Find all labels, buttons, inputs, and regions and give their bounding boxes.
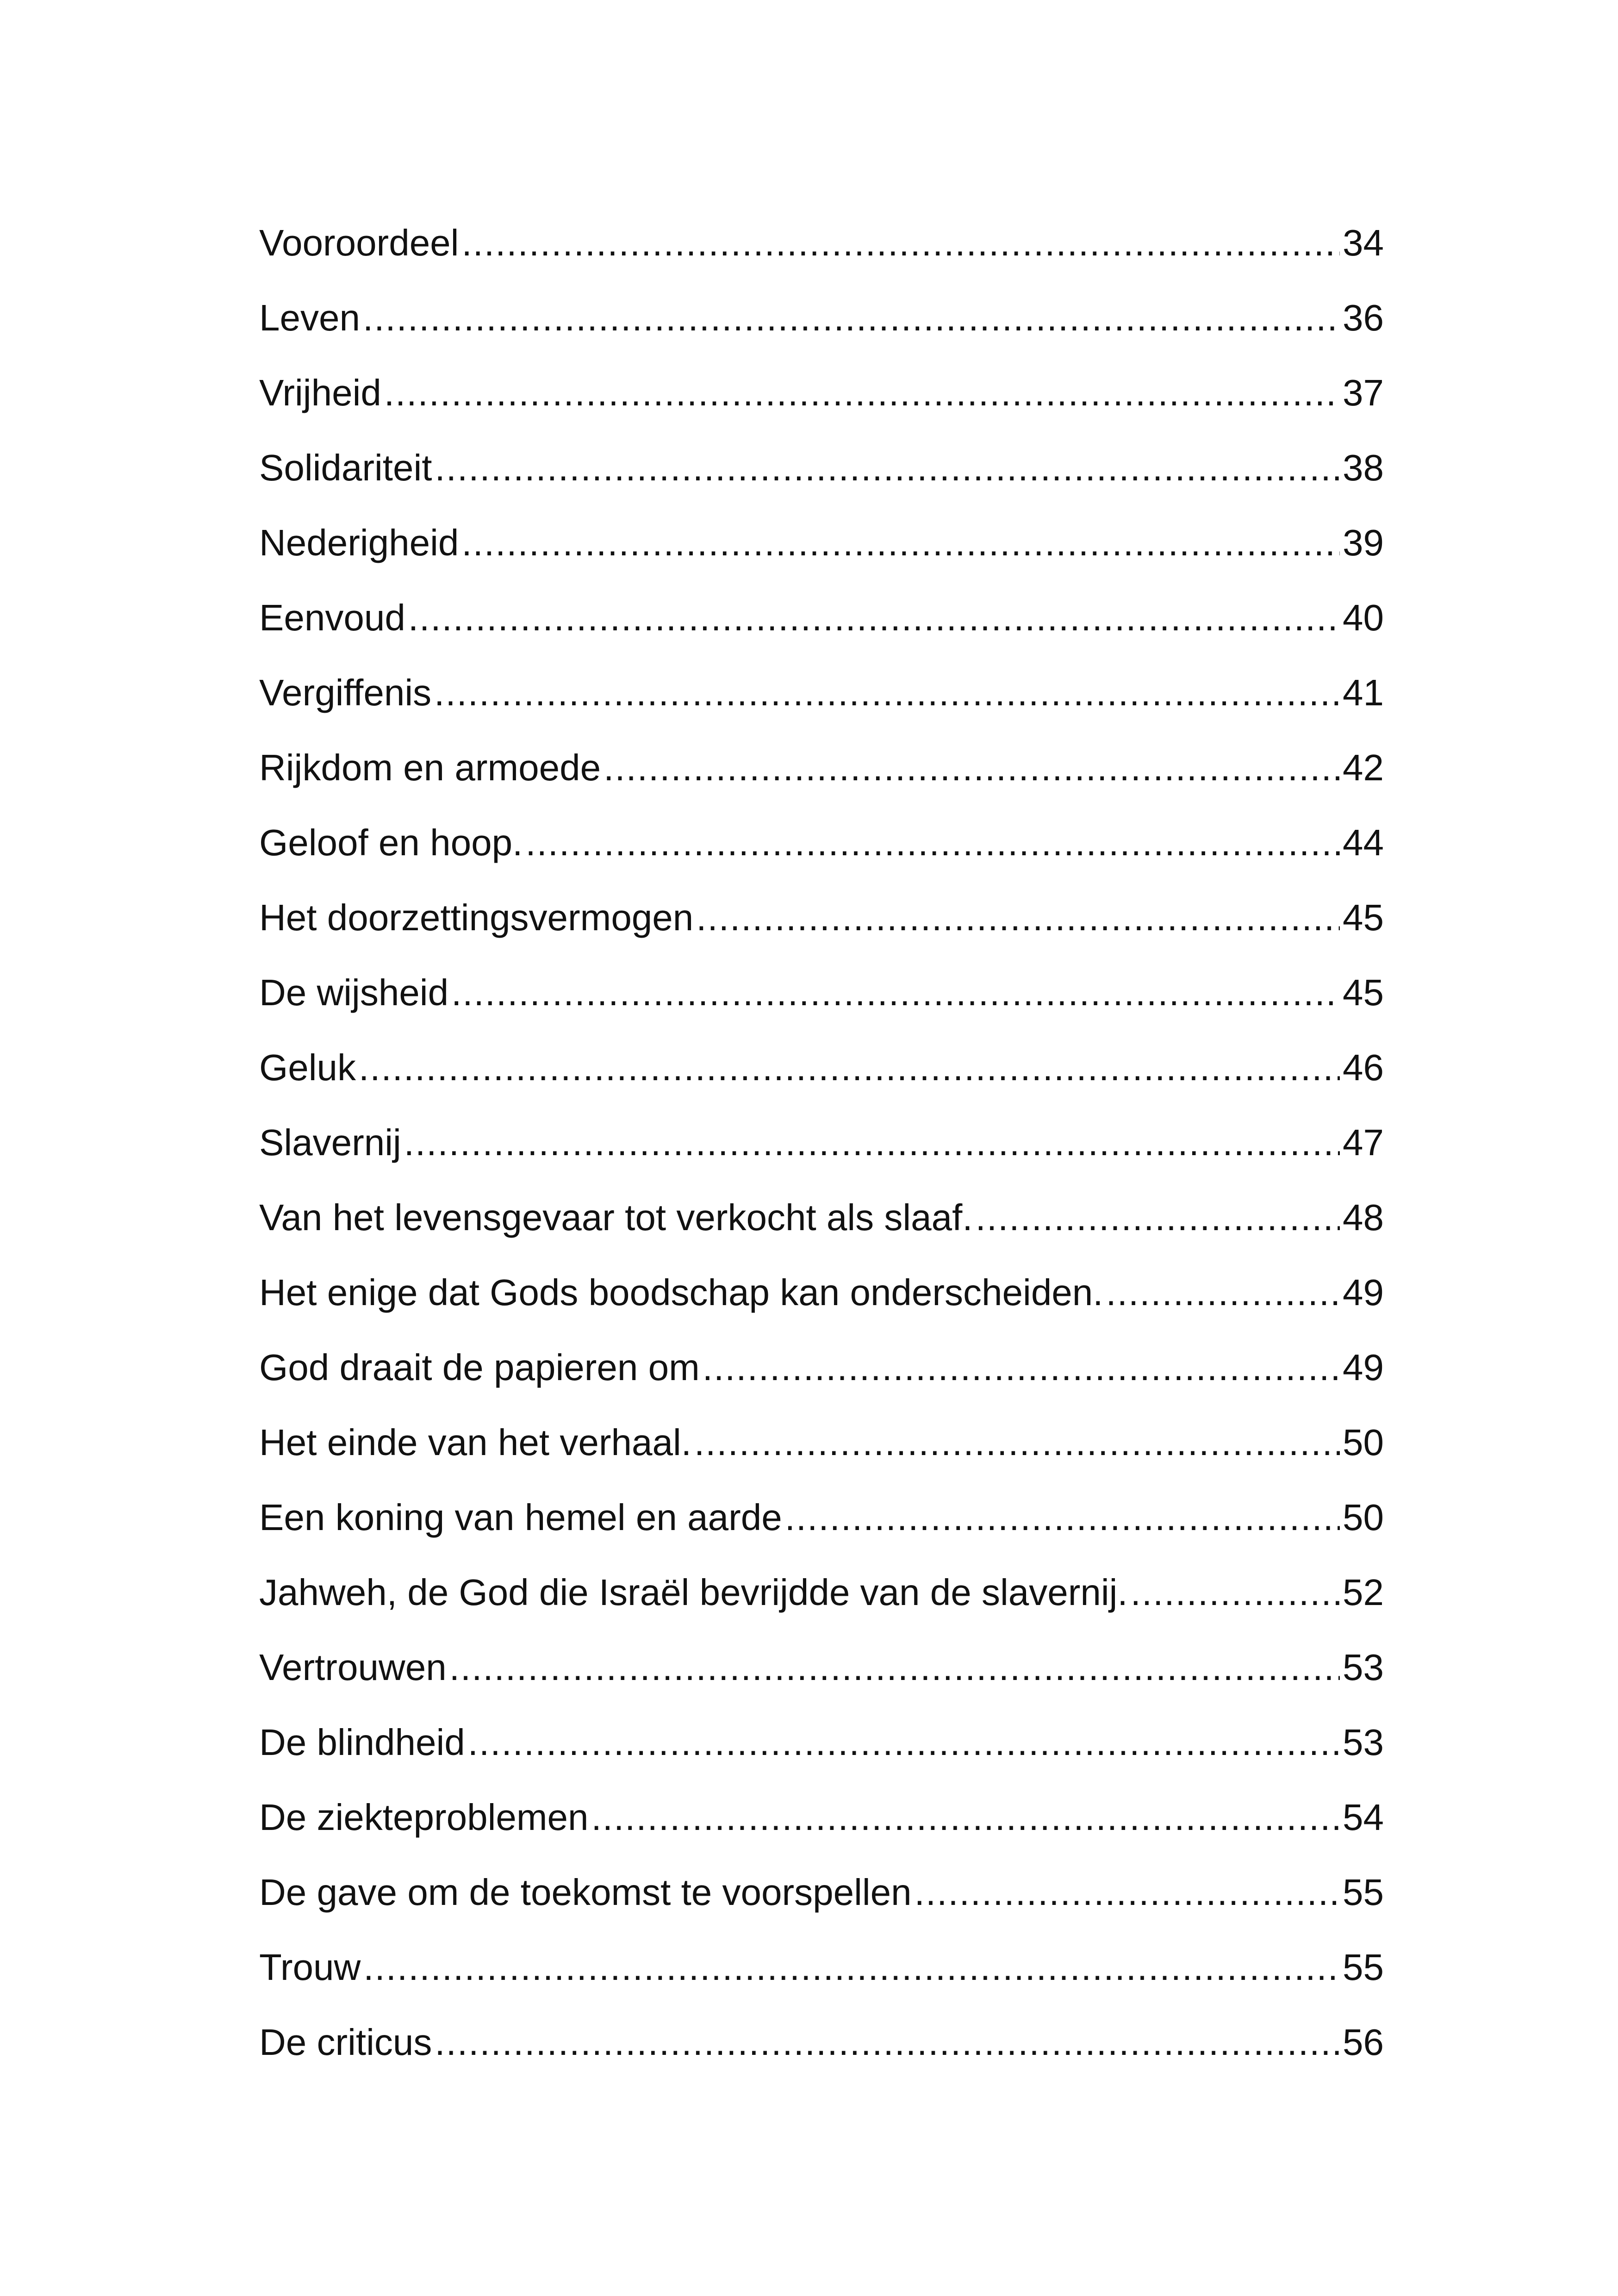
toc-entry-title: De wijsheid	[259, 972, 449, 1013]
toc-dot-leader	[525, 810, 1340, 875]
toc-entry-title: Leven	[259, 297, 360, 338]
toc-dot-leader	[604, 735, 1340, 800]
toc-page-number: 40	[1343, 597, 1384, 638]
toc-entry-title: Vooroordeel	[259, 222, 459, 263]
toc-entry-title: Slavernij	[259, 1122, 401, 1163]
toc-page-number: 56	[1343, 2022, 1384, 2063]
toc-entry-title: Jahweh, de God die Israël bevrijdde van de slavernij.	[259, 1572, 1128, 1613]
toc-entry-title: Solidariteit	[259, 447, 432, 488]
toc-entry[interactable]	[259, 1110, 1384, 1185]
toc-entry[interactable]	[259, 660, 1384, 735]
toc-dot-leader	[696, 885, 1340, 950]
toc-entry-title: Het doorzettingsvermogen	[259, 897, 694, 938]
toc-dot-leader	[449, 1635, 1340, 1700]
toc-entry[interactable]	[259, 1410, 1384, 1485]
toc-dot-leader	[363, 1935, 1340, 2000]
toc-entry-title: God draait de papieren om	[259, 1347, 700, 1388]
toc-entry[interactable]	[259, 1335, 1384, 1410]
toc-entry[interactable]	[259, 1785, 1384, 1860]
toc-entry[interactable]	[259, 1635, 1384, 1710]
toc-entry[interactable]	[259, 1935, 1384, 2010]
toc-dot-leader	[591, 1785, 1340, 1850]
toc-entry[interactable]	[259, 1260, 1384, 1335]
toc-dot-leader	[976, 1185, 1340, 1250]
toc-entry[interactable]	[259, 2010, 1384, 2085]
toc-entry-title: Rijkdom en armoede	[259, 747, 601, 788]
toc-entry[interactable]	[259, 1560, 1384, 1635]
toc-page-number: 54	[1343, 1797, 1384, 1838]
toc-entry-title: Het einde van het verhaal.	[259, 1422, 691, 1463]
toc-page-number: 48	[1343, 1197, 1384, 1238]
toc-entry-title: Vertrouwen	[259, 1647, 447, 1688]
toc-page-number: 45	[1343, 972, 1384, 1013]
toc-page-number: 55	[1343, 1947, 1384, 1988]
toc-entry-title: Trouw	[259, 1947, 361, 1988]
toc-entry[interactable]	[259, 885, 1384, 960]
toc-dot-leader	[451, 960, 1340, 1025]
toc-entry-title: De gave om de toekomst te voorspellen	[259, 1872, 912, 1913]
toc-entry-title: Nederigheid	[259, 522, 459, 563]
toc-dot-leader	[359, 1035, 1340, 1100]
toc-entry-title: De blindheid	[259, 1722, 465, 1763]
toc-dot-leader	[363, 286, 1340, 350]
toc-entry-title: Eenvoud	[259, 597, 405, 638]
toc-page-number: 44	[1343, 822, 1384, 863]
toc-page-number: 37	[1343, 372, 1384, 413]
toc-entry[interactable]	[259, 585, 1384, 660]
toc-page-number: 38	[1343, 447, 1384, 488]
toc-page-number: 49	[1343, 1272, 1384, 1313]
toc-entry[interactable]	[259, 510, 1384, 585]
table-of-contents	[259, 211, 1384, 2085]
toc-entry-title: De ziekteproblemen	[259, 1797, 589, 1838]
toc-dot-leader	[461, 510, 1340, 575]
toc-page-number: 53	[1343, 1722, 1384, 1763]
toc-entry[interactable]	[259, 960, 1384, 1035]
toc-dot-leader	[703, 1335, 1340, 1400]
toc-entry[interactable]	[259, 286, 1384, 361]
toc-page-number: 50	[1343, 1422, 1384, 1463]
toc-dot-leader	[461, 211, 1340, 275]
toc-page-number: 34	[1343, 222, 1384, 263]
toc-entry-title: Vrijheid	[259, 372, 381, 413]
toc-dot-leader	[694, 1410, 1340, 1475]
toc-dot-leader	[1131, 1560, 1340, 1625]
toc-entry-title: Van het levensgevaar tot verkocht als slaaf.	[259, 1197, 973, 1238]
toc-page-number: 49	[1343, 1347, 1384, 1388]
toc-page-number: 36	[1343, 297, 1384, 338]
toc-entry-title: Geloof en hoop.	[259, 822, 523, 863]
toc-entry-title: Het enige dat Gods boodschap kan onderscheiden.	[259, 1272, 1103, 1313]
toc-entry-title: Geluk	[259, 1047, 356, 1088]
toc-entry[interactable]	[259, 1860, 1384, 1935]
toc-page-number: 53	[1343, 1647, 1384, 1688]
toc-entry[interactable]	[259, 810, 1384, 885]
toc-dot-leader	[434, 660, 1340, 725]
toc-entry[interactable]	[259, 1185, 1384, 1260]
toc-page-number: 45	[1343, 897, 1384, 938]
toc-page-number: 52	[1343, 1572, 1384, 1613]
toc-dot-leader	[404, 1110, 1340, 1175]
toc-entry[interactable]	[259, 361, 1384, 436]
toc-entry[interactable]	[259, 1485, 1384, 1560]
toc-entry-title: Een koning van hemel en aarde	[259, 1497, 782, 1538]
toc-dot-leader	[915, 1860, 1340, 1925]
toc-dot-leader	[384, 361, 1340, 425]
toc-page-number: 41	[1343, 672, 1384, 713]
toc-page-number: 46	[1343, 1047, 1384, 1088]
toc-dot-leader	[435, 436, 1340, 500]
toc-page-number: 55	[1343, 1872, 1384, 1913]
toc-page-number: 39	[1343, 522, 1384, 563]
toc-page-number: 50	[1343, 1497, 1384, 1538]
toc-dot-leader	[785, 1485, 1340, 1550]
toc-page-number: 42	[1343, 747, 1384, 788]
toc-entry-title: De criticus	[259, 2022, 432, 2063]
toc-dot-leader	[1106, 1260, 1340, 1325]
toc-page-number: 47	[1343, 1122, 1384, 1163]
toc-entry[interactable]	[259, 211, 1384, 286]
toc-entry[interactable]	[259, 436, 1384, 510]
toc-entry[interactable]	[259, 1710, 1384, 1785]
toc-dot-leader	[408, 585, 1340, 650]
toc-entry[interactable]	[259, 1035, 1384, 1110]
toc-dot-leader	[468, 1710, 1340, 1775]
toc-dot-leader	[435, 2010, 1340, 2075]
toc-entry-title: Vergiffenis	[259, 672, 432, 713]
toc-entry[interactable]	[259, 735, 1384, 810]
